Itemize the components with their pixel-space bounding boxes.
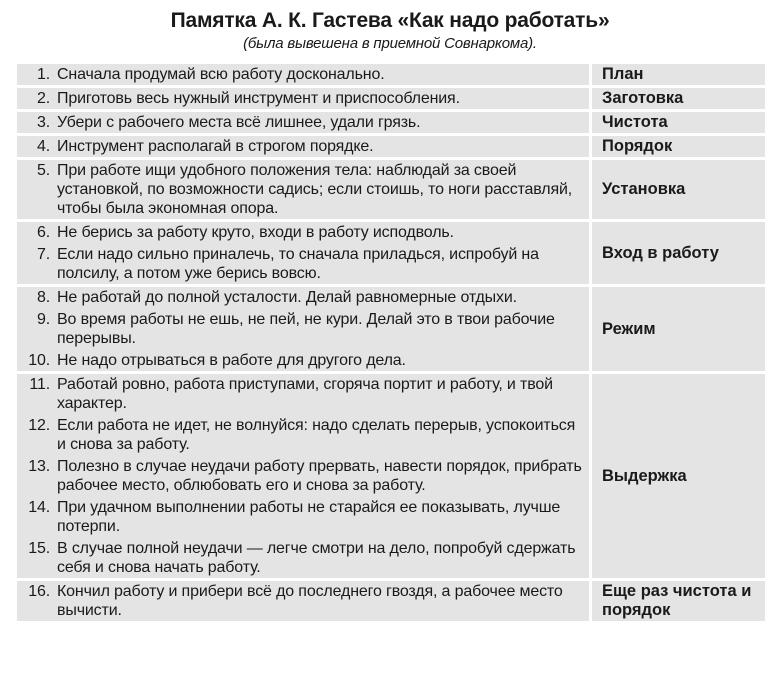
rule-number: 4.	[36, 138, 50, 155]
rule-category: Вход в работу	[591, 221, 766, 286]
rule-item	[17, 137, 583, 156]
rule-items-cell	[17, 580, 591, 623]
table-row	[17, 286, 765, 373]
rule-item	[17, 498, 583, 536]
rule-text: При удачном выполнении работы не старайся ее показывать, лучше потерпи.	[57, 499, 561, 535]
rule-category: Режим	[591, 286, 766, 373]
rule-item	[17, 375, 583, 413]
rule-number: 7.	[36, 246, 50, 263]
rule-text: Работай ровно, работа приступами, сгоряча портит и работу, и твой характер.	[57, 376, 553, 412]
rule-item	[17, 539, 583, 577]
table-row	[17, 64, 765, 87]
rule-items-cell	[17, 373, 591, 580]
rule-number: 5.	[36, 162, 50, 179]
rule-items-cell	[17, 111, 591, 135]
rule-item	[17, 310, 583, 348]
memo-table	[17, 64, 765, 624]
rule-category: Установка	[591, 159, 766, 221]
rule-category: Еще раз чистота и порядок	[591, 580, 766, 623]
rule-number: 9.	[36, 311, 50, 328]
table-row	[17, 135, 765, 159]
rule-text: Приготовь весь нужный инструмент и приспособления.	[57, 90, 460, 107]
rule-item	[17, 245, 583, 283]
rule-text: Инструмент располагай в строгом порядке.	[57, 138, 374, 155]
rule-number: 1.	[36, 66, 50, 83]
table-row	[17, 580, 765, 623]
rule-number: 10.	[28, 352, 50, 369]
rule-item	[17, 161, 583, 218]
rule-category: Чистота	[591, 111, 766, 135]
table-row	[17, 221, 765, 286]
rule-text: Кончил работу и прибери всё до последнего гвоздя, а рабочее место вычисти.	[57, 583, 563, 619]
rule-number: 8.	[36, 289, 50, 306]
rule-text: Убери с рабочего места всё лишнее, удали грязь.	[57, 114, 421, 131]
table-row	[17, 373, 765, 580]
rule-text: Не работай до полной усталости. Делай равномерные отдыхи.	[57, 289, 517, 306]
rule-text: Во время работы не ешь, не пей, не кури. Делай это в твои рабочие перерывы.	[57, 311, 555, 347]
rule-number: 14.	[28, 499, 50, 516]
rule-items-cell	[17, 286, 591, 373]
rule-item	[17, 416, 583, 454]
rule-text: В случае полной неудачи — легче смотри на дело, попробуй сдержать себя и снова начать работу.	[57, 540, 576, 576]
rule-text: Сначала продумай всю работу досконально.	[57, 66, 385, 83]
rule-text: Если работа не идет, не волнуйся: надо сделать перерыв, успокоиться и снова за работу.	[57, 417, 576, 453]
rule-item	[17, 351, 583, 370]
rule-item	[17, 113, 583, 132]
table-row	[17, 87, 765, 111]
rule-number: 12.	[28, 417, 50, 434]
memo-table-body	[17, 64, 765, 623]
rule-items-cell	[17, 87, 591, 111]
rule-items-cell	[17, 135, 591, 159]
table-row	[17, 159, 765, 221]
rule-category: Порядок	[591, 135, 766, 159]
rule-category: Заготовка	[591, 87, 766, 111]
rule-number: 13.	[28, 458, 50, 475]
rule-category: План	[591, 64, 766, 87]
rule-number: 3.	[36, 114, 50, 131]
rule-number: 6.	[36, 224, 50, 241]
rule-text: Если надо сильно приналечь, то сначала приладься, испробуй на полсилу, а потом уже берись вовсю.	[57, 246, 539, 282]
rule-number: 2.	[36, 90, 50, 107]
rule-number: 16.	[28, 583, 50, 600]
rule-items-cell	[17, 64, 591, 87]
rule-text: Полезно в случае неудачи работу прервать, навести порядок, прибрать рабочее место, облюбовать его и снова за работу.	[57, 458, 582, 494]
rule-item	[17, 89, 583, 108]
rule-number: 11.	[29, 376, 50, 393]
rule-items-cell	[17, 159, 591, 221]
page-subtitle: (была вывешена в приемной Совнаркома).	[243, 35, 537, 52]
rule-text: Не берись за работу круто, входи в работу исподволь.	[57, 224, 454, 241]
rule-item	[17, 288, 583, 307]
rule-item	[17, 582, 583, 620]
page-title: Памятка А. К. Гастева «Как надо работать»	[170, 9, 610, 32]
rule-category: Выдержка	[591, 373, 766, 580]
rule-items-cell	[17, 221, 591, 286]
rule-number: 15.	[28, 540, 50, 557]
rule-text: Не надо отрываться в работе для другого дела.	[57, 352, 406, 369]
rule-text: При работе ищи удобного положения тела: наблюдай за своей установкой, по возможности садись; если стоишь, то ноги расставляй, чтобы была экономная опора.	[57, 162, 573, 217]
rule-item	[17, 65, 583, 84]
rule-item	[17, 457, 583, 495]
table-row	[17, 111, 765, 135]
rule-item	[17, 223, 583, 242]
